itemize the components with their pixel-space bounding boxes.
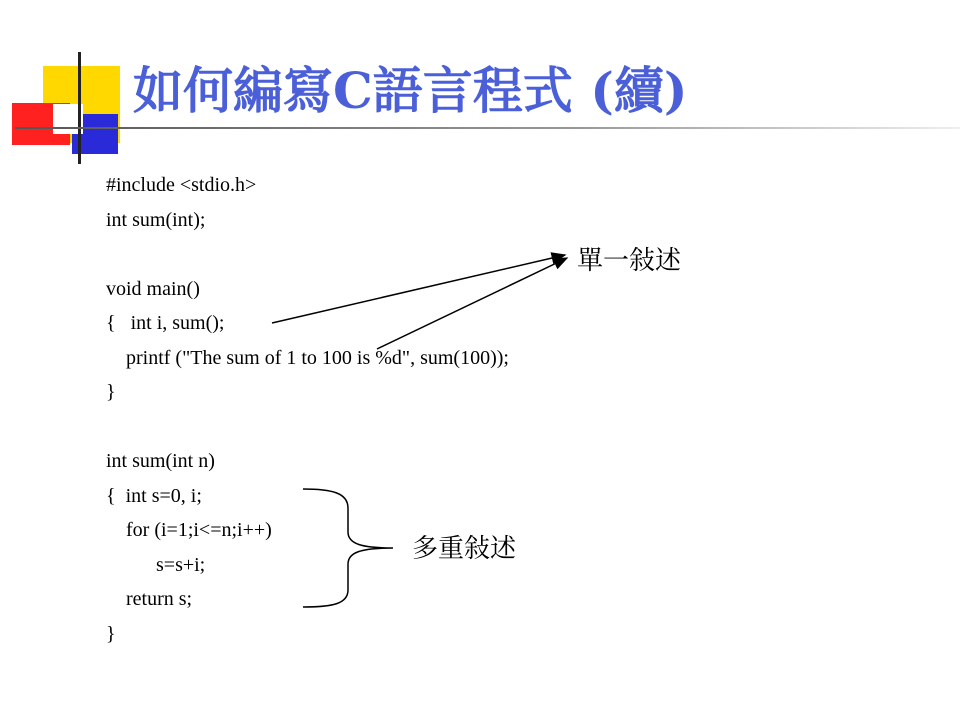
code-line: for (i=1;i<=n;i++) <box>106 519 272 541</box>
code-line: void main() <box>106 277 200 300</box>
multiple-statements-label: 多重敍述 <box>412 534 517 564</box>
code-line: #include <stdio.h> <box>106 174 257 196</box>
single-statement-label: 單一敍述 <box>577 246 682 276</box>
code-line: int sum(int); <box>106 208 206 231</box>
arrow-to-declaration <box>272 255 565 323</box>
code-line: printf ("The sum of 1 to 100 is %d", sum(100)); <box>106 346 509 369</box>
code-line: s=s+i; <box>106 553 206 576</box>
code-line: return s; <box>106 588 193 610</box>
code-line: { int s=0, i; <box>106 484 202 507</box>
arrow-to-printf <box>377 258 567 349</box>
code-line: } <box>106 622 116 645</box>
curly-brace <box>303 489 393 607</box>
code-line: { int i, sum(); <box>106 312 225 334</box>
code-line: int sum(int n) <box>106 450 215 472</box>
code-line: } <box>106 381 116 403</box>
slide-title: 如何編寫C語言程式 (續) <box>133 61 688 120</box>
